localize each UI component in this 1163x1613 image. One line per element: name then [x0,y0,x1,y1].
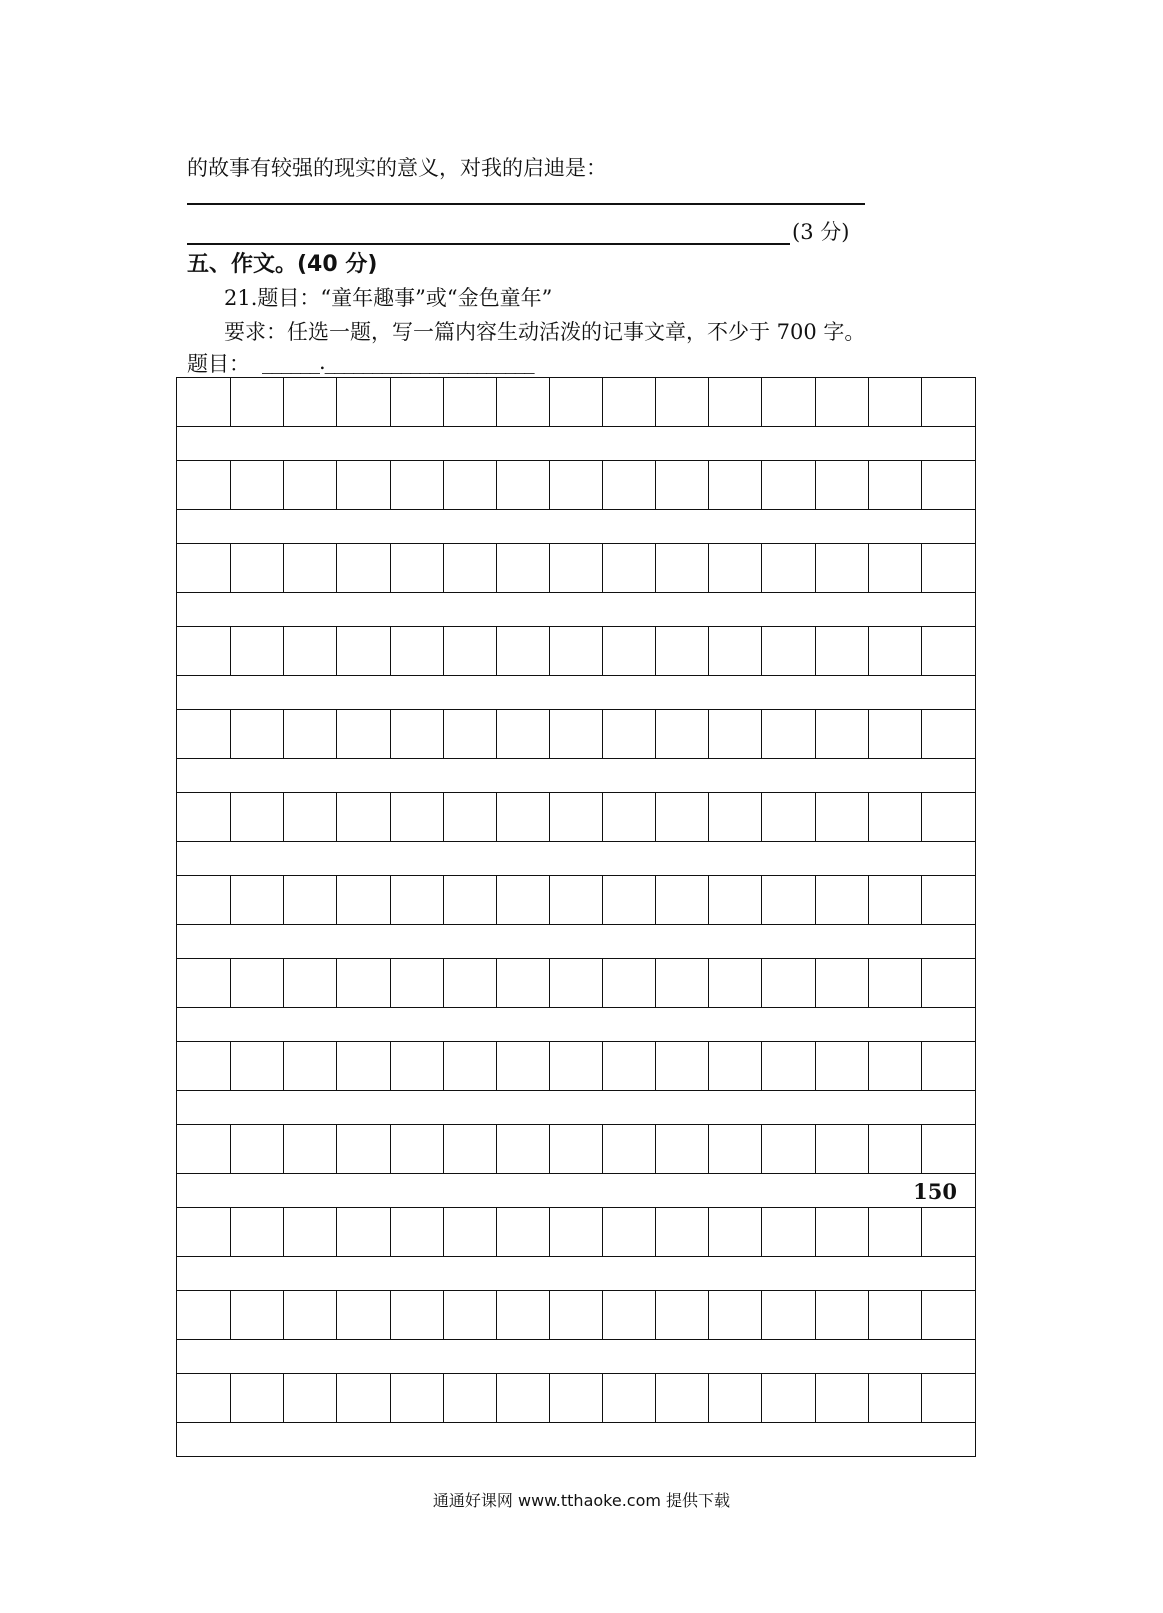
grid-cell-divider [602,378,603,426]
grid-cell-divider [815,1374,816,1422]
grid-cell-divider [761,1042,762,1090]
grid-cell-divider [390,959,391,1007]
grid-row[interactable] [177,1290,975,1340]
grid-cell-divider [283,1125,284,1173]
grid-cell-divider [708,1208,709,1256]
grid-spacer [177,843,975,876]
grid-cell-divider [602,876,603,924]
grid-cell-divider [921,1374,922,1422]
grid-spacer [177,1341,975,1374]
grid-cell-divider [815,1042,816,1090]
grid-cell-divider [496,1208,497,1256]
grid-row[interactable] [177,709,975,759]
grid-cell-divider [761,876,762,924]
grid-cell-divider [443,793,444,841]
grid-row[interactable] [177,377,975,427]
grid-cell-divider [230,1291,231,1339]
grid-row[interactable] [177,792,975,842]
grid-cell-divider [761,1291,762,1339]
title-label: 题目： [187,352,250,376]
grid-cell-divider [761,1125,762,1173]
grid-cell-divider [655,1125,656,1173]
grid-row[interactable] [177,626,975,676]
answer-line-2[interactable] [187,243,790,245]
grid-cell-divider [921,1042,922,1090]
grid-cell-divider [336,1042,337,1090]
grid-cell-divider [496,1125,497,1173]
grid-cell-divider [283,461,284,509]
grid-cell-divider [390,1125,391,1173]
grid-cell-divider [921,710,922,758]
grid-cell-divider [283,793,284,841]
grid-cell-divider [443,710,444,758]
grid-cell-divider [230,710,231,758]
grid-cell-divider [336,461,337,509]
grid-cell-divider [761,378,762,426]
grid-cell-divider [390,710,391,758]
grid-row[interactable] [177,1373,975,1423]
grid-cell-divider [815,1291,816,1339]
grid-cell-divider [921,627,922,675]
grid-cell-divider [390,1291,391,1339]
grid-cell-divider [761,959,762,1007]
grid-cell-divider [336,627,337,675]
grid-row[interactable] [177,1207,975,1257]
grid-cell-divider [336,793,337,841]
grid-cell-divider [549,710,550,758]
grid-cell-divider [496,1291,497,1339]
grid-cell-divider [602,959,603,1007]
grid-cell-divider [708,793,709,841]
grid-spacer [177,760,975,793]
grid-cell-divider [283,544,284,592]
grid-cell-divider [708,461,709,509]
score-note: (3 分) [792,220,850,244]
grid-cell-divider [443,544,444,592]
grid-cell-divider [602,710,603,758]
grid-cell-divider [761,627,762,675]
grid-spacer [177,428,975,461]
grid-cell-divider [761,1374,762,1422]
continuation-line: 的故事有较强的现实的意义，对我的启迪是： [187,156,607,180]
grid-cell-divider [230,627,231,675]
grid-cell-divider [443,1042,444,1090]
grid-cell-divider [655,876,656,924]
grid-cell-divider [549,1291,550,1339]
grid-cell-divider [230,461,231,509]
grid-cell-divider [549,1125,550,1173]
grid-cell-divider [443,461,444,509]
grid-cell-divider [815,793,816,841]
section-heading: 五、作文。(40 分) [187,252,378,277]
grid-cell-divider [868,1042,869,1090]
grid-cell-divider [496,1042,497,1090]
grid-cell-divider [549,959,550,1007]
essay-question: 21.题目：“童年趣事”或“金色童年” [224,286,553,310]
grid-cell-divider [549,876,550,924]
grid-cell-divider [868,1291,869,1339]
grid-row[interactable] [177,1041,975,1091]
essay-requirement: 要求：任选一题，写一篇内容生动活泼的记事文章，不少于 700 字。 [224,320,866,344]
grid-cell-divider [390,793,391,841]
grid-cell-divider [496,1374,497,1422]
grid-cell-divider [868,959,869,1007]
grid-cell-divider [283,876,284,924]
grid-row[interactable] [177,1124,975,1174]
grid-cell-divider [549,627,550,675]
grid-spacer [177,1424,975,1457]
grid-cell-divider [868,627,869,675]
grid-cell-divider [602,1125,603,1173]
grid-cell-divider [230,959,231,1007]
grid-cell-divider [708,1291,709,1339]
grid-cell-divider [815,461,816,509]
grid-cell-divider [443,959,444,1007]
grid-cell-divider [708,710,709,758]
grid-cell-divider [390,876,391,924]
grid-cell-divider [602,1291,603,1339]
grid-cell-divider [761,793,762,841]
grid-cell-divider [921,959,922,1007]
grid-cell-divider [283,1374,284,1422]
grid-cell-divider [390,544,391,592]
grid-cell-divider [443,1125,444,1173]
grid-cell-divider [230,544,231,592]
grid-cell-divider [283,378,284,426]
grid-cell-divider [868,793,869,841]
grid-cell-divider [921,1208,922,1256]
grid-cell-divider [761,544,762,592]
grid-cell-divider [602,461,603,509]
grid-row[interactable] [177,875,975,925]
grid-cell-divider [655,793,656,841]
grid-cell-divider [283,710,284,758]
grid-cell-divider [549,1042,550,1090]
grid-cell-divider [921,876,922,924]
grid-cell-divider [655,378,656,426]
grid-cell-divider [230,1374,231,1422]
grid-cell-divider [708,1125,709,1173]
grid-cell-divider [283,1208,284,1256]
grid-cell-divider [868,1374,869,1422]
grid-cell-divider [602,544,603,592]
grid-cell-divider [921,378,922,426]
grid-cell-divider [336,544,337,592]
grid-cell-divider [549,461,550,509]
grid-cell-divider [708,876,709,924]
grid-cell-divider [283,1042,284,1090]
grid-cell-divider [655,544,656,592]
grid-cell-divider [230,1125,231,1173]
grid-cell-divider [815,876,816,924]
grid-cell-divider [921,461,922,509]
grid-cell-divider [921,1291,922,1339]
grid-cell-divider [815,544,816,592]
grid-cell-divider [496,544,497,592]
grid-cell-divider [708,1374,709,1422]
grid-spacer [177,511,975,544]
grid-cell-divider [390,1208,391,1256]
word-count-marker: 150 [913,1179,957,1204]
grid-cell-divider [868,710,869,758]
grid-cell-divider [655,959,656,1007]
grid-cell-divider [761,1208,762,1256]
grid-cell-divider [921,793,922,841]
grid-cell-divider [230,1208,231,1256]
grid-cell-divider [815,627,816,675]
grid-cell-divider [443,378,444,426]
grid-cell-divider [921,1125,922,1173]
grid-cell-divider [336,1125,337,1173]
grid-cell-divider [708,959,709,1007]
grid-cell-divider [549,793,550,841]
grid-cell-divider [496,710,497,758]
grid-cell-divider [868,544,869,592]
grid-cell-divider [230,1042,231,1090]
grid-cell-divider [815,378,816,426]
grid-cell-divider [230,876,231,924]
grid-cell-divider [655,1042,656,1090]
grid-cell-divider [549,1208,550,1256]
grid-cell-divider [868,1125,869,1173]
grid-cell-divider [390,378,391,426]
grid-cell-divider [336,959,337,1007]
grid-cell-divider [655,1291,656,1339]
composition-grid[interactable] [176,377,976,1457]
grid-cell-divider [443,876,444,924]
grid-row[interactable] [177,958,975,1008]
grid-cell-divider [761,461,762,509]
grid-cell-divider [708,1042,709,1090]
grid-cell-divider [390,1374,391,1422]
grid-cell-divider [708,378,709,426]
grid-cell-divider [496,959,497,1007]
grid-cell-divider [336,1208,337,1256]
grid-spacer [177,677,975,710]
title-blank[interactable]: ______.______________________ [262,350,534,374]
grid-cell-divider [868,461,869,509]
grid-row[interactable] [177,543,975,593]
grid-cell-divider [336,1291,337,1339]
grid-cell-divider [921,544,922,592]
grid-cell-divider [602,627,603,675]
grid-cell-divider [496,461,497,509]
grid-cell-divider [283,1291,284,1339]
grid-cell-divider [443,1208,444,1256]
grid-spacer [177,926,975,959]
grid-cell-divider [443,1291,444,1339]
grid-cell-divider [336,876,337,924]
grid-cell-divider [230,378,231,426]
grid-cell-divider [761,710,762,758]
grid-cell-divider [496,627,497,675]
grid-cell-divider [336,378,337,426]
grid-cell-divider [602,1208,603,1256]
grid-cell-divider [655,1374,656,1422]
grid-cell-divider [496,793,497,841]
grid-cell-divider [549,544,550,592]
grid-cell-divider [815,1125,816,1173]
grid-cell-divider [602,1374,603,1422]
grid-cell-divider [390,1042,391,1090]
grid-cell-divider [815,959,816,1007]
grid-cell-divider [443,1374,444,1422]
answer-line-1[interactable] [187,203,865,205]
grid-cell-divider [868,1208,869,1256]
grid-cell-divider [815,1208,816,1256]
grid-cell-divider [602,1042,603,1090]
grid-cell-divider [655,461,656,509]
grid-cell-divider [655,710,656,758]
grid-cell-divider [549,378,550,426]
grid-cell-divider [283,627,284,675]
grid-row[interactable] [177,460,975,510]
grid-cell-divider [815,710,816,758]
grid-cell-divider [336,710,337,758]
grid-cell-divider [496,876,497,924]
grid-cell-divider [390,461,391,509]
grid-cell-divider [496,378,497,426]
grid-spacer [177,1009,975,1042]
grid-cell-divider [336,1374,337,1422]
grid-cell-divider [655,627,656,675]
grid-cell-divider [868,378,869,426]
footer-credit: 通通好课网 www.tthaoke.com 提供下载 [432,1491,731,1510]
grid-cell-divider [549,1374,550,1422]
grid-cell-divider [283,959,284,1007]
grid-spacer [177,1092,975,1125]
grid-spacer [177,1258,975,1291]
grid-spacer [177,1175,975,1208]
grid-cell-divider [602,793,603,841]
grid-cell-divider [708,627,709,675]
grid-cell-divider [230,793,231,841]
grid-cell-divider [708,544,709,592]
grid-cell-divider [390,627,391,675]
grid-spacer [177,594,975,627]
grid-cell-divider [443,627,444,675]
grid-cell-divider [655,1208,656,1256]
grid-cell-divider [868,876,869,924]
